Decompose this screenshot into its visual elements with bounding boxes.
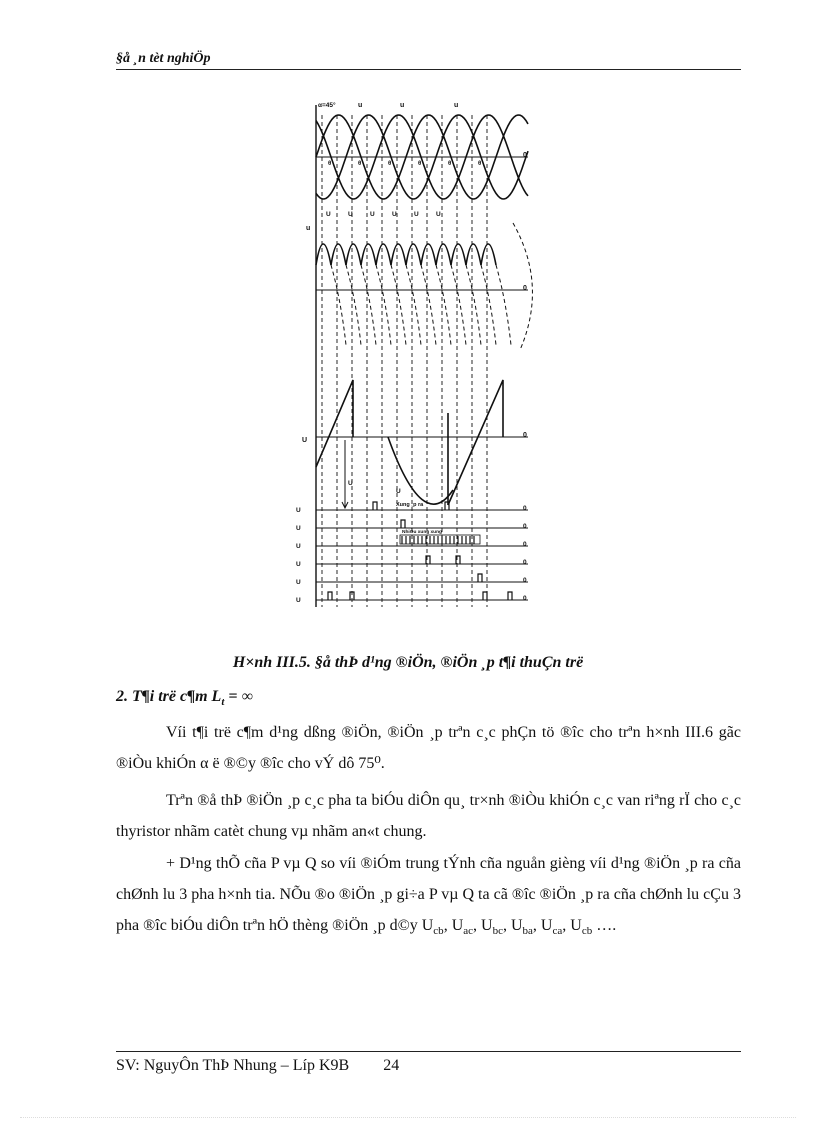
line-voltage-label-2: U — [370, 211, 375, 218]
theta-label-1: θ — [358, 161, 362, 167]
udc-label: U — [396, 488, 401, 495]
theta-label-0: θ — [328, 161, 332, 167]
sawtooth-2 — [448, 380, 503, 505]
burst-label: NhiÒu xung xung — [402, 530, 442, 535]
line-voltage-label-5: U — [436, 211, 441, 218]
paragraph-1: Víi t¶i trë c¶m d¹ng dßng ®iÖn, ®iÖn ¸p trªn c¸c phÇn tö ®îc cho trªn h×nh III.6 gãc ®iÒu khiÓn α ë ®©y ®îc cho vÝ dô 75⁰. — [116, 724, 741, 772]
gate-pulse-6 — [328, 592, 332, 600]
uc-label: u — [454, 102, 459, 109]
series-item-0: $U_{cb}$, — [421, 917, 452, 938]
gate-label-1: U — [296, 525, 301, 532]
alpha-label: α=45° — [318, 102, 336, 109]
zero-label-gate-2: 0 — [523, 541, 527, 548]
rectified-segment — [451, 244, 466, 265]
gate-label-0: U — [296, 507, 301, 514]
line-voltage-label-0: U — [326, 211, 331, 218]
paragraph-3 — [116, 848, 741, 947]
header-text: §å ¸n tèt nghiÖp — [116, 51, 211, 66]
paragraph-2: Trªn ®å thÞ ®iÖn ¸p c¸c pha ta biÓu diÔn qu¸ tr×nh ®iÒu khiÓn c¸c van riªng rÏ cho c¸c thyristor nhãm catèt chung vµ nhãm an«t chung. — [116, 792, 741, 840]
ua-label: u — [358, 102, 363, 109]
theta-label-3: θ — [418, 161, 422, 167]
dashed-continuation — [376, 265, 391, 345]
dashed-continuation — [496, 265, 511, 345]
rectified-segment — [346, 244, 361, 265]
series-item-2: $U_{bc}$, — [481, 917, 511, 938]
pulse-label: Xung ¸p ra — [396, 502, 424, 508]
gate-pulse-9 — [508, 592, 512, 600]
dashed-continuation — [451, 265, 466, 345]
zero-label-mid: 0 — [523, 285, 527, 292]
line-voltage-label-4: U — [414, 211, 419, 218]
ub-label: u — [400, 102, 405, 109]
dashed-continuation — [481, 265, 496, 345]
dashed-continuation — [331, 265, 346, 345]
dashed-continuation — [421, 265, 436, 345]
series-item-4: $U_{ca}$, — [540, 917, 571, 938]
gate-pulse-1 — [445, 502, 449, 510]
gate-label-5: U — [296, 597, 301, 604]
voltage-series — [421, 917, 617, 938]
dashed-continuation — [346, 265, 361, 345]
ud-label: u — [306, 225, 311, 232]
sawtooth-1 — [316, 380, 353, 467]
series-item-1: $U_{ac}$, — [451, 917, 482, 938]
rectified-segment — [376, 244, 391, 265]
udk-label: U — [348, 480, 353, 487]
section-title — [116, 688, 253, 708]
section-title-sub: t — [221, 696, 225, 709]
gate-pulse-4 — [456, 556, 460, 564]
page-footer — [116, 1051, 741, 1075]
zero-label-gate-3: 0 — [523, 559, 527, 566]
gate-label-2: U — [296, 543, 301, 550]
zero-label-top: 0 — [523, 152, 527, 159]
zero-label-saw: 0 — [523, 432, 527, 439]
zero-label-gate-1: 0 — [523, 523, 527, 530]
dashed-continuation — [406, 265, 421, 345]
rectified-segment — [331, 244, 346, 265]
rectified-segment — [406, 244, 421, 265]
theta-label-4: θ — [448, 161, 452, 167]
theta-label-5: θ — [478, 161, 482, 167]
urc-label: U — [302, 437, 308, 444]
line-voltage-label-1: U — [348, 211, 353, 218]
footer-text: SV: NguyÔn ThÞ Nhung – Líp K9B — [116, 1057, 350, 1074]
section-title-text: 2. T¶i trë c¶m L — [116, 688, 222, 705]
waveform-figure — [296, 95, 536, 610]
page-number: 24 — [383, 1057, 400, 1074]
bottom-dotted-line — [20, 1117, 796, 1118]
rectified-segment — [466, 244, 481, 265]
gate-label-3: U — [296, 561, 301, 568]
figure-caption: H×nh III.5. §å thÞ d¹ng ®iÖn, ®iÖn ¸p t¶i thuÇn trë — [232, 654, 584, 671]
rectified-segment — [436, 244, 451, 265]
gate-pulse-8 — [483, 592, 487, 600]
dashed-continuation — [391, 265, 406, 345]
series-item-5: $U_{cb}$ …. — [570, 917, 617, 938]
series-item-3: $U_{ba}$, — [510, 917, 541, 938]
dashed-continuation — [361, 265, 376, 345]
zero-label-gate-4: 0 — [523, 577, 527, 584]
zero-label-gate-0: 0 — [523, 505, 527, 512]
gate-pulse-5 — [478, 574, 482, 582]
rectified-segment — [421, 244, 436, 265]
rectified-segment — [481, 244, 496, 265]
dashed-continuation — [466, 265, 481, 345]
rectified-segment — [316, 244, 331, 265]
gate-pulse-2 — [401, 520, 405, 528]
zero-label-gate-5: 0 — [523, 595, 527, 602]
rectified-segment — [391, 244, 406, 265]
gate-label-4: U — [296, 579, 301, 586]
line-voltage-label-3: U — [392, 211, 397, 218]
gate-pulse-0 — [373, 502, 377, 510]
page-header — [116, 49, 741, 70]
theta-label-2: θ — [388, 161, 392, 167]
dashed-continuation — [436, 265, 451, 345]
section-title-post: = ∞ — [224, 688, 253, 705]
paragraph-3-text: + D¹ng thÕ cña P vµ Q so víi ®iÓm trung tÝnh cña nguån gièng víi d¹ng ®iÖn ¸p ra cña chØnh lu 3 pha h×nh tia. NÕu ®o ®iÖn ¸p gi÷a P vµ Q ta cã ®îc ®iÖn ¸p ra cña chØnh lu cÇu 3 pha ®îc biÓu diÔn trªn hÖ thèng ®iÖn ¸p d©y — [116, 855, 741, 934]
rectified-segment — [361, 244, 376, 265]
